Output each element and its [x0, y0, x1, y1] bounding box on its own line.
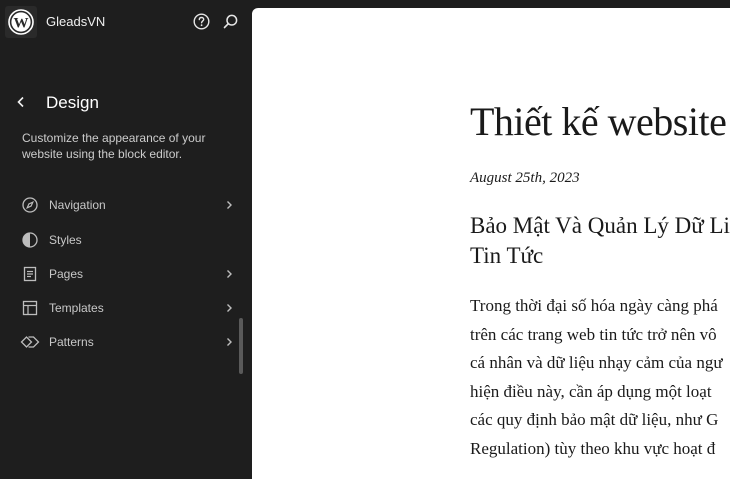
svg-text:W: W: [13, 15, 29, 32]
search-icon: [222, 13, 239, 30]
sidebar-item-templates[interactable]: [14, 293, 242, 323]
post-heading: [470, 211, 730, 271]
post-date: August 25th, 2023: [470, 170, 580, 186]
sidebar-item-label: Patterns: [49, 335, 94, 349]
site-preview-canvas[interactable]: [252, 8, 730, 479]
post-heading-line: Bảo Mật Và Quản Lý Dữ Li: [470, 213, 730, 238]
help-icon: [193, 13, 210, 30]
pages-icon: [20, 264, 40, 284]
chevron-right-icon: [222, 301, 236, 315]
sidebar-item-label: Navigation: [49, 198, 106, 212]
templates-icon: [20, 298, 40, 318]
styles-icon: [20, 230, 40, 250]
sidebar-item-styles[interactable]: [14, 225, 242, 255]
wordpress-logo-button[interactable]: [5, 6, 37, 38]
post-body-line: Regulation) tùy theo khu vực hoạt đ: [470, 438, 716, 458]
wordpress-icon: [8, 9, 34, 35]
post-heading-line: Tin Tức: [470, 243, 544, 268]
search-button[interactable]: [221, 12, 239, 30]
post-body: [470, 292, 730, 463]
chevron-right-icon: [222, 267, 236, 281]
sidebar-item-label: Styles: [49, 233, 82, 247]
sidebar-item-label: Templates: [49, 301, 104, 315]
help-button[interactable]: [192, 12, 210, 30]
chevron-right-icon: [222, 335, 236, 349]
patterns-icon: [20, 332, 40, 352]
sidebar-description: Customize the appearance of your website using the block editor.: [22, 131, 206, 161]
sidebar-scrollbar[interactable]: [239, 318, 243, 374]
post-body-line: hiện điều này, cần áp dụng một loạt: [470, 381, 712, 401]
post-body-line: cá nhân và dữ liệu nhạy cảm của ngư: [470, 353, 723, 372]
post-body-line: trên các trang web tin tức trở nên vô: [470, 324, 717, 344]
sidebar-item-pages[interactable]: [14, 259, 242, 289]
sidebar-title: Design: [46, 93, 99, 112]
chevron-left-icon: [14, 95, 28, 109]
back-button[interactable]: [12, 93, 30, 111]
post-body-line: Trong thời đại số hóa ngày càng phá: [470, 296, 718, 315]
site-title[interactable]: GleadsVN: [46, 14, 106, 29]
navigation-icon: [20, 195, 40, 215]
post-title: Thiết kế website: [470, 99, 727, 144]
sidebar-item-patterns[interactable]: [14, 327, 242, 357]
sidebar-item-navigation[interactable]: [14, 190, 242, 220]
chevron-right-icon: [222, 198, 236, 212]
sidebar-item-label: Pages: [49, 267, 84, 281]
post-body-line: các quy định bảo mật dữ liệu, như G: [470, 410, 719, 429]
